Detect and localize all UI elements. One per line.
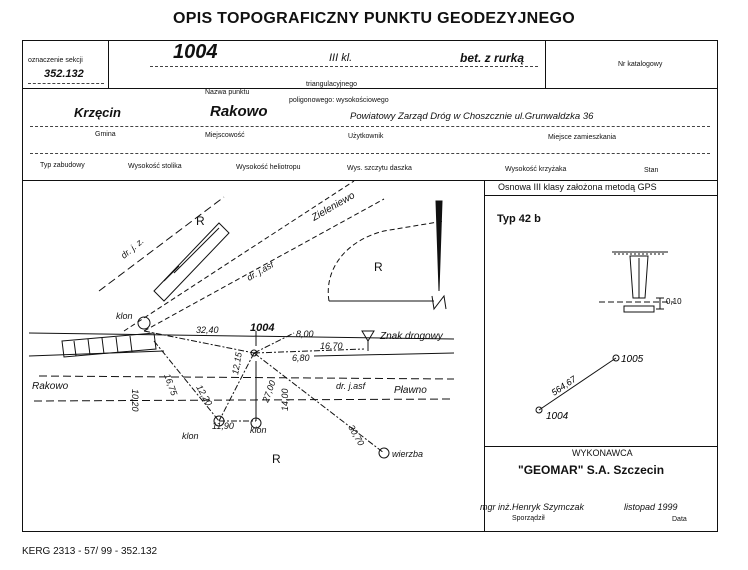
measure-1190: 11,90 [212, 421, 234, 431]
road-label-zieleniewo: Zieleniewo [310, 190, 357, 224]
map-sketch [24, 181, 483, 531]
footer-code: KERG 2313 - 57/ 99 - 352.132 [22, 546, 158, 557]
wys-stolika-label: Wysokość stolika [128, 163, 182, 170]
type-polygon: poligonowego: wysokościowego [289, 97, 389, 104]
tree-label-klon1: klon [116, 311, 133, 321]
typ-zabudowy-label: Typ zabudowy [40, 162, 85, 169]
wys-szczytu-label: Wys. szczytu daszka [347, 165, 412, 172]
wys-krzyzaka-label: Wysokość krzyżaka [505, 166, 567, 173]
class-value: III kl. [329, 52, 353, 64]
measure-3070: 30,70 [346, 423, 367, 448]
tree-label-wierzba: wierzba [392, 449, 424, 459]
map-point-1004: 1004 [250, 322, 275, 334]
marker-diagram [484, 196, 718, 446]
gmina-value: Krzęcin [74, 105, 121, 120]
road-label-drjasf2: dr. j.asf [336, 381, 366, 391]
miejsce-label: Miejsce zamieszkania [548, 134, 617, 141]
field-label-r1: R [196, 214, 205, 228]
date-label: Data [672, 516, 687, 523]
dim-010-label: 0,10 [666, 297, 682, 306]
measure-680: 6,80 [292, 353, 310, 363]
section-label: oznaczenie sekcji [28, 57, 83, 64]
page-title: OPIS TOPOGRAFICZNY PUNKTU GEODEZYJNEGO [173, 10, 575, 27]
measure-3240: 32,40 [196, 325, 219, 335]
miejscowosc-label: Miejscowość [205, 132, 245, 139]
point-name-label: Nazwa punktu [205, 89, 250, 96]
catalog-label: Nr katalogowy [618, 61, 663, 68]
field-label-r2: R [374, 260, 383, 274]
measure-1675: 16,75 [162, 372, 180, 397]
osnowa-label: Osnowa III klasy założona metodą GPS [498, 182, 657, 192]
direction-label-rakowo: Rakowo [32, 381, 69, 392]
stan-label: Stan [644, 167, 659, 174]
marker-cross-section [599, 252, 674, 312]
section-value: 352.132 [44, 68, 84, 80]
author-label: Sporządził [512, 515, 545, 522]
point-number: 1004 [173, 41, 218, 63]
gmina-label: Gmina [95, 131, 116, 138]
point-1004-label: 1004 [546, 411, 569, 422]
field-label-r3: R [272, 452, 281, 466]
distance-label: 564,67 [549, 373, 578, 398]
measure-1400: 14,00 [280, 388, 290, 411]
wykonawca-label: WYKONAWCA [572, 448, 633, 458]
uzytkownik-value: Powiatowy Zarząd Dróg w Choszcznie ul.Grunwaldzka 36 [350, 111, 594, 122]
road-label-drjz: dr. j. z. [118, 235, 146, 261]
uzytkownik-label: Użytkownik [348, 133, 384, 140]
road-label-drjasf1: dr. j.asf [245, 259, 276, 283]
tree-label-klon3: klon [250, 425, 267, 435]
direction-label-plawno: Pławno [394, 385, 427, 396]
date-value: listopad 1999 [624, 502, 678, 512]
type-triangulation: triangulacyjnego [306, 81, 357, 88]
measure-800: 8,00 [296, 329, 314, 339]
sign-label: Znak drogowy [380, 331, 443, 342]
gps-vector [536, 355, 619, 413]
measure-1220: 12,20 [194, 383, 215, 408]
measure-1670: 16,70 [320, 341, 343, 351]
company-name: "GEOMAR" S.A. Szczecin [518, 463, 665, 477]
measure-1020: 10,20 [130, 389, 140, 412]
point-1005-label: 1005 [621, 354, 644, 365]
measure-1215: 12,15 [230, 351, 244, 376]
tree-label-klon2: klon [182, 431, 199, 441]
marker-value: bet. z rurką [460, 51, 525, 65]
miejscowosc-value: Rakowo [210, 103, 268, 120]
measure-2700: 27,00 [260, 379, 278, 404]
wys-heliotropu-label: Wysokość heliotropu [236, 164, 301, 171]
author-value: mgr inż.Henryk Szymczak [480, 502, 585, 512]
typ-label: Typ 42 b [497, 213, 541, 225]
map-lines [29, 181, 454, 458]
